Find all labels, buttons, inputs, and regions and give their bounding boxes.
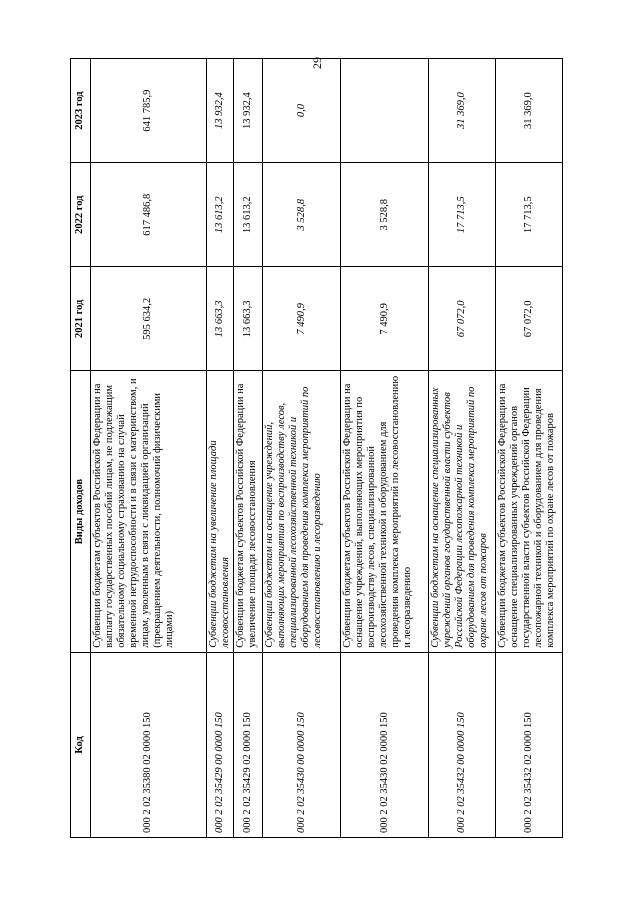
row-value-2021: 67 072,0 xyxy=(429,267,496,371)
row-code: 000 2 02 35430 02 0000 150 xyxy=(341,652,429,837)
table-row xyxy=(429,59,496,838)
row-value-2021: 595 634,2 xyxy=(91,267,207,371)
row-value-2023: 641 785,9 xyxy=(91,59,207,163)
row-value-2023: 13 932,4 xyxy=(234,59,263,163)
row-code: 000 2 02 35432 02 0000 150 xyxy=(496,652,563,837)
row-value-2023: 0,0 xyxy=(263,59,341,163)
row-value-2022: 17 713,5 xyxy=(496,163,563,267)
table-row xyxy=(341,59,429,838)
row-description: Субвенции бюджетам субъектов Российской Федерации на выплату государственных пособий лицам, не подлежащим обязательному социальному страхованию на случай временной нетрудоспособности и в связи с материнством, и лицам, уволенным в связи с ликвидацией организаций (прекращением деятельности, полномочий физическими лицами) xyxy=(91,371,207,652)
row-code: 000 2 02 35432 00 0000 150 xyxy=(429,652,496,837)
rotated-page-content xyxy=(70,58,560,838)
header-revenue-type: Виды доходов xyxy=(71,371,91,652)
row-value-2023: 31 369,0 xyxy=(429,59,496,163)
row-value-2022: 3 528,8 xyxy=(263,163,341,267)
row-code: 000 2 02 35380 02 0000 150 xyxy=(91,652,207,837)
row-value-2023: 13 932,4 xyxy=(207,59,234,163)
row-value-2021: 67 072,0 xyxy=(496,267,563,371)
row-code: 000 2 02 35429 02 0000 150 xyxy=(234,652,263,837)
row-description: Субвенции бюджетам на оснащение учреждений, выполняющих мероприятия по воспроизводству лесов, специализированной лесохозяйственной техникой и оборудованием для проведения комплекса мероприятий по лесовосстановлению и лесоразведению xyxy=(263,371,341,652)
row-description: Субвенции бюджетам на увеличение площади лесовосстановления xyxy=(207,371,234,652)
row-description: Субвенции бюджетам субъектов Российской Федерации на оснащение учреждений, выполняющих мероприятия по воспроизводству лесов, специализированной лесохозяйственной техникой и оборудованием для проведения комплекса мероприятий по лесовосстановлению и лесоразведению xyxy=(341,371,429,652)
row-value-2022: 617 486,8 xyxy=(91,163,207,267)
header-year-2021: 2021 год xyxy=(71,267,91,371)
row-code: 000 2 02 35430 00 0000 150 xyxy=(263,652,341,837)
row-description: Субвенции бюджетам субъектов Российской Федерации на оснащение специализированных учреждений органов государственной власти субъектов Российской Федерации лесопожарной техникой и оборудованием для проведения комплекса мероприятий по охране лесов от пожаров xyxy=(496,371,563,652)
row-value-2021: 7 490,9 xyxy=(263,267,341,371)
row-code: 000 2 02 35429 00 0000 150 xyxy=(207,652,234,837)
row-value-2021: 13 663,3 xyxy=(234,267,263,371)
row-value-2022: 13 613,2 xyxy=(207,163,234,267)
row-value-2022: 13 613,2 xyxy=(234,163,263,267)
table-row xyxy=(234,59,263,838)
row-description: Субвенции бюджетам субъектов Российской Федерации на увеличение площади лесовосстановления xyxy=(234,371,263,652)
row-value-2023 xyxy=(341,59,429,163)
header-year-2022: 2022 год xyxy=(71,163,91,267)
row-value-2021: 7 490,9 xyxy=(341,267,429,371)
row-value-2021: 13 663,3 xyxy=(207,267,234,371)
table-row xyxy=(91,59,207,838)
table-row xyxy=(496,59,563,838)
table-row xyxy=(263,59,341,838)
header-code: Код xyxy=(71,652,91,837)
revenue-table xyxy=(70,58,563,838)
table-row xyxy=(207,59,234,838)
table-header-row xyxy=(71,59,91,838)
row-value-2023: 31 369,0 xyxy=(496,59,563,163)
row-value-2022: 3 528,8 xyxy=(341,163,429,267)
header-year-2023: 2023 год xyxy=(71,59,91,163)
row-value-2022: 17 713,5 xyxy=(429,163,496,267)
row-description: Субвенции бюджетам на оснащение специализированных учреждений органов государственной власти субъектов Российской Федерации лесопожарной техникой и оборудованием для проведения комплекса мероприятий по охране лесов от пожаров xyxy=(429,371,496,652)
page-number: 29 xyxy=(310,57,324,69)
